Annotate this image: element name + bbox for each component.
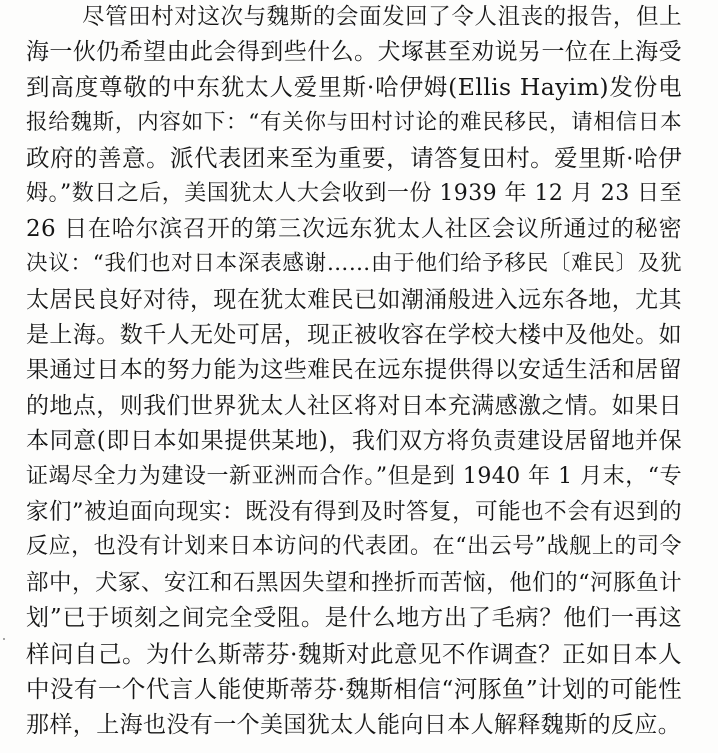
- text-line: 到高度尊敬的中东犹太人爱里斯·哈伊姆(Ellis Hayim)发份电: [26, 73, 682, 101]
- text-line: 中没有一个代言人能使斯蒂芬·魏斯相信“河豚鱼”计划的可能性: [26, 675, 682, 703]
- text-line: 尽管田村对这次与魏斯的会面发回了令人沮丧的报告，但上: [82, 4, 682, 30]
- text-line: 划”已于顷刻之间完全受阻。是什么地方出了毛病？他们一再这: [26, 605, 682, 631]
- text-line: 太居民良好对待，现在犹太难民已如潮涌般进入远东各地，尤其: [26, 287, 682, 313]
- text-line: 那样，上海也没有一个美国犹太人能向日本人解释魏斯的反应。: [26, 712, 682, 738]
- text-line: 家们”被迫面向现实：既没有得到及时答复，可能也不会有迟到的: [26, 499, 682, 525]
- text-line: 26 日在哈尔滨召开的第三次远东犹太人社区会议所通过的秘密: [26, 216, 682, 242]
- text-line: 是上海。数千人无处可居，现正被收容在学校大楼中及他处。如: [26, 322, 682, 348]
- scan-speck: [3, 638, 5, 640]
- text-line: 海一伙仍希望由此会得到些什么。犬塚甚至劝说另一位在上海受: [26, 39, 682, 65]
- text-line: 证竭尽全力为建设一新亚洲而合作。”但是到 1940 年 1 月末，“专: [26, 464, 682, 489]
- text-line: 反应，也没有计划来日本访问的代表团。在“出云号”战舰上的司令: [26, 534, 682, 559]
- text-line: 决议：“我们也对日本深表感谢……由于他们给予移民〔难民〕及犹: [26, 251, 682, 276]
- text-line: 政府的善意。派代表团来至为重要，请答复田村。爱里斯·哈伊: [26, 144, 682, 172]
- text-line: 部中，犬冢、安江和石黑因失望和挫折而苦恼，他们的“河豚鱼计: [26, 570, 682, 596]
- text-line: 本同意(即日本如果提供某地)，我们双方将负责建设居留地并保: [26, 428, 682, 454]
- text-line: 果通过日本的努力能为这些难民在远东提供得以安适生活和居留: [26, 357, 682, 383]
- text-line: 报给魏斯，内容如下：“有关你与田村讨论的难民移民，请相信日本: [26, 110, 682, 135]
- text-line: 姆。”数日之后，美国犹太人大会收到一份 1939 年 12 月 23 日至: [26, 181, 682, 206]
- text-line: 样问自己。为什么斯蒂芬·魏斯对此意见不作调查？正如日本人: [26, 640, 682, 668]
- text-line: 的地点，则我们世界犹太人社区将对日本充满感激之情。如果日: [26, 393, 682, 419]
